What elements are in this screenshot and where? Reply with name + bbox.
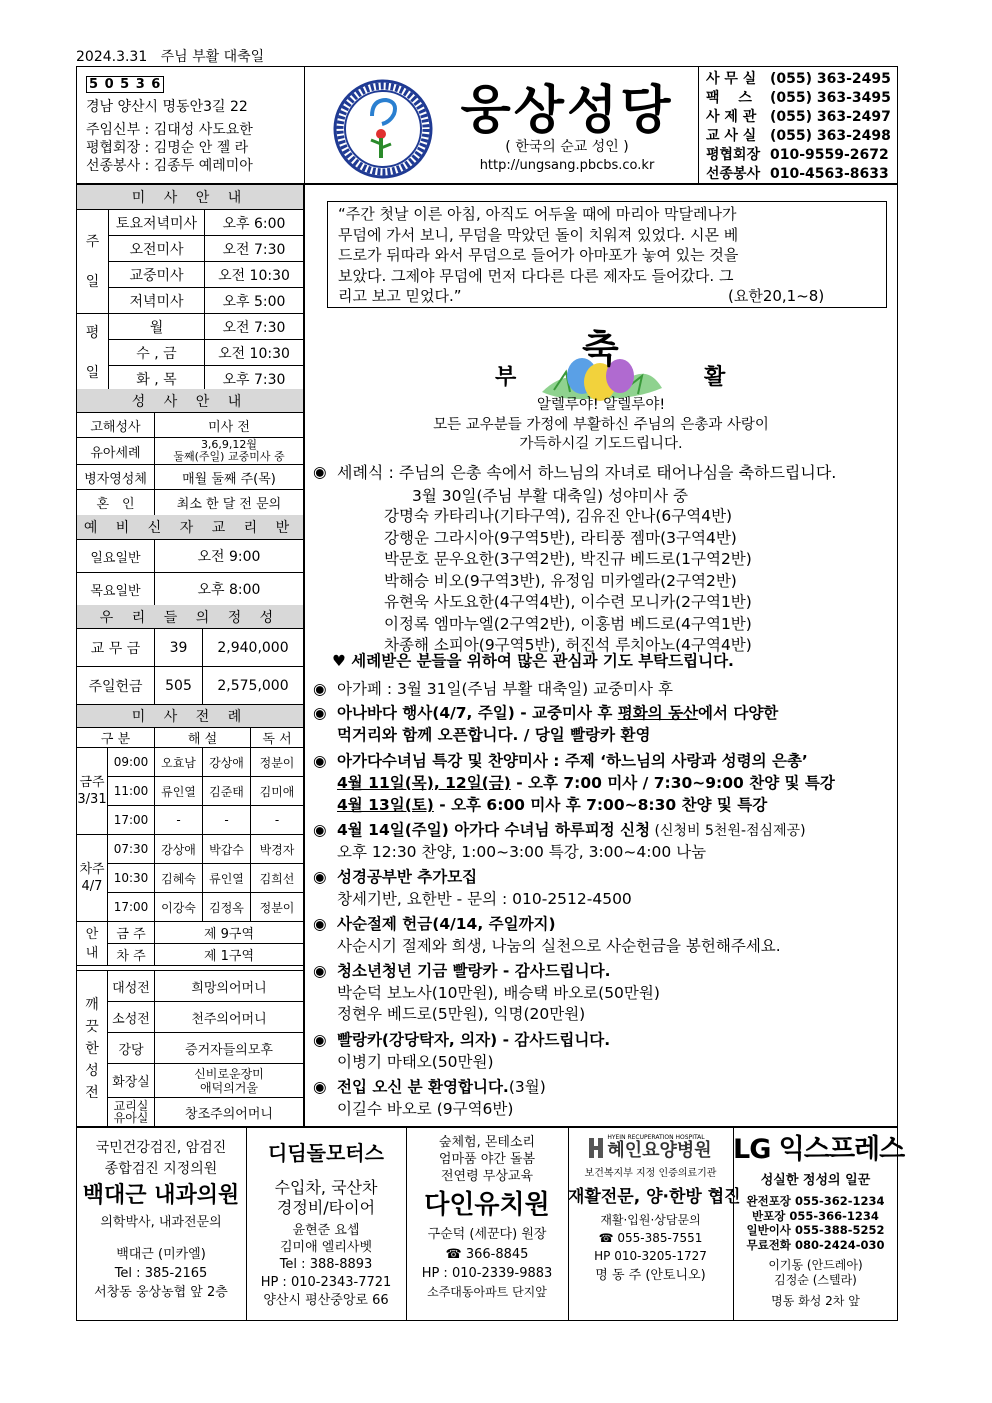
ad-motors-name: 디딤돌모터스 — [268, 1141, 384, 1165]
ad-express-val: 055-366-1234 — [789, 1208, 879, 1223]
sacrament-value: 미사 전 — [155, 413, 304, 438]
youth-bullet-icon: ◉ — [313, 962, 327, 980]
scripture-box — [327, 201, 887, 308]
mass-name: 오전미사 — [109, 236, 205, 262]
scripture-line: 리고 보고 믿었다.” — [338, 287, 462, 305]
ad-express-brand-a: LG — [733, 1134, 771, 1165]
ministry-commentator: 강상애 — [155, 835, 203, 864]
ministry-reader: 박경자 — [251, 835, 304, 864]
mass-table — [76, 209, 304, 392]
sister-schedule: - 오후 7:00 미사 / 7:30~9:00 찬양 및 특강 — [510, 774, 835, 792]
baptism-name-row: 유현욱 사도요한(4구역4반), 이수련 모니카(2구역1반) — [384, 593, 752, 611]
ad-express-owner: 이기동 (안드레아) — [768, 1258, 863, 1272]
cleaning-place: 소성전 — [108, 1002, 155, 1033]
guide-value: 제 9구역 — [155, 922, 304, 944]
parish-name: 웅상성당 — [460, 81, 674, 141]
baptism-title: 세례식 : 주님의 은총 속에서 하느님의 자녀로 태어나심을 축하드립니다. — [337, 463, 837, 482]
cleaning-group: 천주의어머니 — [155, 1002, 304, 1033]
ministry-commentator: 오효남 — [155, 748, 203, 777]
ministry-reader: 김준태 — [203, 777, 251, 806]
contact-label: 교 사 실 — [706, 128, 757, 144]
contact-value: (055) 363-2495 — [770, 71, 891, 87]
sacrament-value: 매월 둘째 주(목) — [155, 465, 304, 490]
cleaning-group: 희망의어머니 — [155, 971, 304, 1002]
sacraments-table — [76, 412, 304, 516]
staff-president: 평협회장 : 김명순 안 젤 라 — [86, 140, 249, 156]
ad-clinic-line: 서창동 웅상농협 앞 2층 — [94, 1285, 228, 1300]
mass-name: 수 , 금 — [109, 340, 205, 366]
sacrament-value-2: 둘째(주일) 교중미사 중 — [173, 450, 285, 463]
ad-hospital-eng: HYEIN RECUPERATION HOSPITAL — [607, 1134, 705, 1141]
ministry-reader: - — [203, 806, 251, 835]
next-week-label: 차주 — [79, 862, 105, 877]
hospital-logo-icon — [589, 1138, 603, 1158]
ministry-reader: 강상애 — [203, 748, 251, 777]
retreat-bullet-icon: ◉ — [313, 821, 327, 839]
ad-hospital-line: 재활·입원·상담문의 — [600, 1213, 701, 1227]
parish-url[interactable]: http://ungsang.pbcbs.co.kr — [479, 158, 655, 173]
contact-value: (055) 363-3495 — [770, 90, 891, 106]
ad-express-val: 080-2424-030 — [794, 1237, 885, 1252]
ad-hospital-contact: 명 동 주 (안토니오) — [595, 1268, 706, 1283]
ad-motors-line: 양산시 평산중앙로 66 — [263, 1293, 389, 1308]
ministry-time: 09:00 — [108, 748, 155, 777]
ministry-commentator: 김혜숙 — [155, 864, 203, 893]
ad-express-key: 반포장 — [752, 1208, 786, 1223]
catechism-time: 오후 8:00 — [155, 573, 304, 606]
ministry-header: 구 분 — [77, 728, 155, 748]
retreat-line2: 오후 12:30 찬양, 1:00~3:00 특강, 3:00~4:00 나눔 — [337, 843, 707, 861]
this-week-date: 3/31 — [77, 792, 107, 807]
ad-clinic-line: 국민건강검진, 암검진 — [95, 1140, 227, 1156]
catechism-time: 오전 9:00 — [155, 540, 304, 573]
ministry-time: 07:30 — [108, 835, 155, 864]
lent-title: 사순절제 헌금(4/14, 주일까지) — [337, 915, 556, 933]
ministry-reader: - — [251, 806, 304, 835]
mass-name: 저녁미사 — [109, 288, 205, 314]
ministry-reader: 박갑수 — [203, 835, 251, 864]
offering-title: 우 리 들 의 정 성 — [77, 605, 303, 629]
contact-list — [706, 70, 891, 184]
ad-hospital-slogan: 재활전문, 양·한방 협진 — [568, 1187, 741, 1207]
ad-clinic — [76, 1138, 246, 1302]
ad-clinic-line: 종합검진 지정의원 — [104, 1161, 218, 1177]
guide-name: 차 주 — [108, 944, 155, 966]
cleaning-group: 신비로운장미 — [194, 1066, 264, 1081]
issue-date-line — [76, 46, 264, 66]
cleaning-place-2: 유아실 — [113, 1111, 149, 1125]
sister-line1 — [337, 773, 835, 794]
baptism-name-row: 박문호 문우요한(3구역2반), 박진규 베드로(1구역2반) — [384, 550, 752, 568]
cleaning-place: 교리실 — [113, 1099, 149, 1113]
ad-kinder-name: 다인유치원 — [424, 1190, 550, 1220]
guide-label: 안 내 — [85, 926, 99, 961]
ad-kinder-line: 엄마품 야간 돌봄 — [438, 1152, 536, 1167]
ministry-reader: 정분이 — [251, 748, 304, 777]
issue-date: 2024.3.31 — [76, 49, 148, 65]
ad-motors-line: 경정비/타이어 — [276, 1198, 376, 1217]
ad-hospital-line: ☎ 055-385-7551 — [598, 1231, 703, 1245]
offering-amount: 2,575,000 — [203, 667, 304, 705]
ministry-header: 독 서 — [251, 728, 304, 748]
this-week-label: 금주 — [79, 775, 105, 790]
ministry-reader: 김미애 — [251, 777, 304, 806]
ad-express-key: 무료전화 — [746, 1237, 791, 1252]
retreat-fee: (신청비 5천원-점심제공) — [650, 823, 806, 839]
easter-greeting — [304, 396, 898, 455]
cleaning-group: 증거자들의모후 — [155, 1033, 304, 1064]
parish-staff — [86, 121, 253, 175]
welcome-month: (3월) — [508, 1078, 546, 1096]
anabada-bullet-icon: ◉ — [313, 704, 327, 722]
mass-name: 토요저녁미사 — [109, 210, 205, 236]
ministry-reader: 김희선 — [251, 864, 304, 893]
welcome-bullet-icon: ◉ — [313, 1078, 327, 1096]
baptism-sub: 3월 30일(주님 부활 대축일) 성야미사 중 — [412, 487, 688, 505]
bible-bullet-icon: ◉ — [313, 868, 327, 886]
ministry-title: 미 사 전 례 — [77, 705, 303, 728]
ad-kinder-line: 숲체험, 몬테소리 — [438, 1135, 536, 1150]
baptism-name-row: 강명숙 카타리나(기타구역), 김유진 안나(6구역4반) — [384, 507, 733, 525]
sister-bullet-icon: ◉ — [313, 752, 327, 770]
ministry-reader: 김정옥 — [203, 893, 251, 922]
ad-clinic-line: 백대근 (미카엘) — [116, 1247, 206, 1262]
ad-hospital-name: 혜인요양병원 — [607, 1140, 712, 1161]
ministry-time: 10:30 — [108, 864, 155, 893]
ad-express-owner: 김정순 (스텔라) — [774, 1273, 857, 1287]
staff-service: 선종봉사 : 김종두 예레미아 — [86, 158, 253, 174]
issue-number: 5 0 5 3 6 — [86, 76, 164, 93]
easter-line: 알렐루야! 알렐루야! — [536, 397, 666, 413]
sister-date: 4월 11일(목), 12일(금) — [337, 774, 511, 792]
contact-label: 평협회장 — [706, 147, 761, 163]
mass-title: 미 사 안 내 — [77, 185, 303, 210]
parish-address: 경남 양산시 명동안3길 22 — [86, 99, 248, 115]
ad-express-val: 055-388-5252 — [794, 1223, 885, 1237]
baptism-name-row: 차종해 소피아(9구역5반), 허진석 루치아노(4구역4반) — [384, 636, 752, 654]
sister-schedule: - 오후 6:00 미사 후 7:00~8:30 찬양 및 특강 — [433, 796, 768, 814]
sacrament-value: 최소 한 달 전 문의 — [155, 490, 304, 516]
cleaning-table — [76, 970, 304, 1127]
offering-name: 교 무 금 — [77, 629, 155, 667]
staff-pastor: 주임신부 : 김대성 사도요한 — [86, 122, 253, 138]
baptism-prayer: ♥ 세례받은 분들을 위하여 많은 관심과 기도 부탁드립니다. — [332, 652, 734, 670]
sunday-label: 주 일 — [85, 233, 100, 290]
scripture-line: “주간 첫날 이른 아침, 아직도 어두울 때에 마리아 막달레나가 — [338, 205, 737, 223]
easter-line: 모든 교우분들 가정에 부활하신 주님의 은총과 사랑이 — [433, 416, 769, 433]
ad-express-key: 완전포장 — [746, 1194, 791, 1208]
mass-name: 교중미사 — [109, 262, 205, 288]
sacrament-name: 유아세례 — [77, 438, 155, 465]
anabada-line2: 먹거리와 함께 오픈합니다. / 당일 빨랑카 환영 — [337, 726, 651, 744]
contact-label: 사 제 관 — [706, 109, 757, 125]
furniture-title: 빨랑카(강당탁자, 의자) - 감사드립니다. — [337, 1031, 611, 1049]
next-week-date: 4/7 — [81, 879, 103, 894]
furniture-line2: 이병기 마태오(50만원) — [337, 1053, 494, 1071]
baptism-bullet-icon: ◉ — [313, 463, 327, 481]
weekday-label: 평 일 — [85, 324, 100, 381]
parish-logo-icon — [332, 78, 434, 180]
ad-hospital — [568, 1134, 741, 1287]
offering-count: 39 — [155, 629, 203, 667]
ministry-commentator: 이강숙 — [155, 893, 203, 922]
ad-motors-line: 윤현준 요셉 — [292, 1223, 360, 1238]
mass-time: 오후 6:00 — [205, 210, 304, 236]
lent-line2: 사순시기 절제와 희생, 나눔의 실천으로 사순헌금을 봉헌해주세요. — [337, 937, 781, 955]
contact-label: 사 무 실 — [706, 71, 757, 87]
sister-title: 아가다수녀님 특강 및 찬양미사 : 주제 ‘하느님의 사랑과 성령의 은총’ — [337, 752, 808, 770]
scripture-line: 드로가 뒤따라 와서 무덤으로 들어가 아마포가 놓여 있는 것을 — [338, 246, 739, 264]
offering-name: 주일헌금 — [77, 667, 155, 705]
catechism-title: 예 비 신 자 교 리 반 — [77, 515, 303, 540]
ad-hospital-line: HP 010-3205-1727 — [594, 1249, 707, 1263]
ministry-commentator: 류인열 — [155, 777, 203, 806]
lent-bullet-icon: ◉ — [313, 915, 327, 933]
ad-clinic-line: 의학박사, 내과전문의 — [100, 1215, 222, 1230]
guide-value: 제 1구역 — [155, 944, 304, 966]
mass-time: 오전 10:30 — [205, 262, 304, 288]
mass-time: 오전 7:30 — [205, 314, 304, 340]
sacrament-name: 고해성사 — [77, 413, 155, 438]
ministry-table — [76, 727, 304, 966]
ad-express-val: 055-362-1234 — [794, 1194, 885, 1208]
ministry-time: 17:00 — [108, 806, 155, 835]
ad-motors-line: Tel : 388-8893 — [279, 1257, 373, 1272]
ad-express — [733, 1132, 905, 1312]
ad-clinic-name: 백대근 내과의원 — [82, 1183, 240, 1208]
cleaning-group: 창조주의어머니 — [155, 1098, 304, 1127]
ministry-time: 11:00 — [108, 777, 155, 806]
cleaning-label: 깨 끗 한 성 전 — [85, 996, 99, 1101]
offering-table — [76, 628, 304, 705]
ad-clinic-line: Tel : 385-2165 — [114, 1266, 208, 1281]
ad-kinder-line: 구순덕 (세꾼다) 원장 — [427, 1227, 547, 1242]
ministry-time: 17:00 — [108, 893, 155, 922]
retreat-title-main: 4월 14일(주일) 아가다 수녀님 하루피정 신청 — [337, 821, 651, 839]
anabada-part: 에서 다양한 — [698, 704, 779, 722]
bible-line2: 창세기반, 요한반 - 문의 : 010-2512-4500 — [337, 890, 632, 908]
sister-date: 4월 13일(토) — [337, 796, 434, 814]
parish-subtitle: ( 한국의 순교 성인 ) — [505, 139, 629, 155]
ad-express-place: 명동 화성 2차 앞 — [771, 1294, 860, 1308]
anabada-place: 평화의 동산 — [617, 704, 699, 722]
retreat-title — [337, 820, 806, 842]
baptism-name-row: 박해승 비오(9구역3반), 유정임 미카엘라(2구역2반) — [384, 571, 737, 590]
cleaning-place: 강당 — [108, 1033, 155, 1064]
cleaning-group-2: 애덕의거울 — [200, 1080, 258, 1095]
ad-motors-line: 수입차, 국산차 — [274, 1178, 378, 1197]
contact-value: (055) 363-2497 — [770, 109, 891, 125]
welcome-line2: 이길수 바오로 (9구역6반) — [337, 1100, 514, 1118]
ad-motors-line: 김미애 엘리사벳 — [279, 1240, 373, 1255]
easter-right-char: 활 — [704, 365, 726, 390]
youth-donor-row: 정현우 베드로(5만원), 익명(20만원) — [337, 1005, 586, 1023]
mass-name: 화 , 목 — [109, 366, 205, 392]
ministry-header: 해 설 — [155, 728, 251, 748]
anabada-text — [337, 703, 778, 724]
catechism-name: 목요일반 — [77, 573, 155, 606]
contact-value: 010-9559-2672 — [770, 147, 889, 163]
agape-bullet-icon: ◉ — [313, 680, 327, 698]
mass-time: 오전 10:30 — [205, 340, 304, 366]
ad-kinder — [406, 1134, 568, 1302]
mass-name: 월 — [109, 314, 205, 340]
youth-donor-row: 박순덕 보노사(10만원), 배승택 바오로(50만원) — [337, 984, 660, 1002]
ministry-reader: 류인열 — [203, 864, 251, 893]
contact-label: 팩 스 — [706, 90, 752, 106]
baptism-names — [384, 506, 752, 657]
ad-kinder-line: HP : 010-2339-9883 — [421, 1266, 553, 1281]
scripture-line: 무덤에 가서 보니, 무덤을 막았던 돌이 치워져 있었다. 시몬 베 — [338, 225, 739, 244]
ad-kinder-line: ☎ 366-8845 — [445, 1247, 529, 1262]
sacrament-name: 병자영성체 — [77, 465, 155, 490]
mass-time: 오전 7:30 — [205, 236, 304, 262]
sister-line2 — [337, 795, 767, 816]
ad-express-brand-b: 익스프레스 — [778, 1134, 905, 1165]
welcome-title-main: 전입 오신 분 환영합니다. — [337, 1078, 509, 1096]
welcome-title — [337, 1077, 546, 1098]
catechism-table — [76, 539, 304, 606]
easter-line: 가득하시길 기도드립니다. — [519, 436, 683, 452]
ad-motors-line: HP : 010-2343-7721 — [260, 1275, 392, 1290]
ministry-reader: 정분이 — [251, 893, 304, 922]
contact-label: 선종봉사 — [706, 166, 761, 182]
agape-text: 아가페 : 3월 31일(주님 부활 대축일) 교중미사 후 — [337, 680, 673, 698]
baptism-name-row: 강행운 그라시아(9구역5반), 라티풍 젬마(3구역4반) — [384, 528, 737, 547]
issue-occasion: 주님 부활 대축일 — [160, 49, 265, 65]
cleaning-place: 대성전 — [108, 971, 155, 1002]
ad-express-slogan: 성실한 정성의 일꾼 — [760, 1173, 871, 1188]
cleaning-place: 화장실 — [108, 1064, 155, 1098]
ad-kinder-line: 전연령 무상교육 — [440, 1169, 534, 1184]
mass-time: 오후 5:00 — [205, 288, 304, 314]
contact-value: (055) 363-2498 — [770, 128, 891, 144]
ad-kinder-line: 소주대동아파트 단지앞 — [427, 1285, 547, 1299]
offering-count: 505 — [155, 667, 203, 705]
guide-name: 금 주 — [108, 922, 155, 944]
catechism-name: 일요일반 — [77, 540, 155, 573]
baptism-name-row: 이정록 엠마누엘(2구역2반), 이홍범 베드로(4구역1반) — [384, 614, 752, 633]
ad-hospital-line: 보건복지부 지정 인증의료기관 — [584, 1168, 717, 1179]
scripture-reference: (요한20,1~8) — [728, 287, 825, 305]
sacrament-value: 3,6,9,12월 — [200, 438, 258, 451]
easter-left-char: 부 — [495, 365, 517, 390]
contact-value: 010-4563-8633 — [770, 166, 889, 182]
scripture-line: 보았다. 그제야 무덤에 먼저 다다른 다른 제자도 들어갔다. 그 — [338, 266, 734, 285]
ad-express-key: 일반이사 — [746, 1223, 791, 1237]
ministry-commentator: - — [155, 806, 203, 835]
furniture-bullet-icon: ◉ — [313, 1031, 327, 1049]
sacrament-name: 혼 인 — [77, 490, 155, 516]
ad-motors — [246, 1138, 406, 1310]
offering-amount: 2,940,000 — [203, 629, 304, 667]
bible-title: 성경공부반 추가모집 — [337, 868, 478, 886]
easter-big-char: 축 — [582, 327, 619, 371]
anabada-part: 아나바다 행사(4/7, 주일) - 교중미사 후 — [337, 704, 618, 722]
mass-time: 오후 7:30 — [205, 366, 304, 392]
youth-title: 청소년청년 기금 빨랑카 - 감사드립니다. — [337, 962, 611, 980]
sacraments-title: 성 사 안 내 — [77, 389, 303, 413]
